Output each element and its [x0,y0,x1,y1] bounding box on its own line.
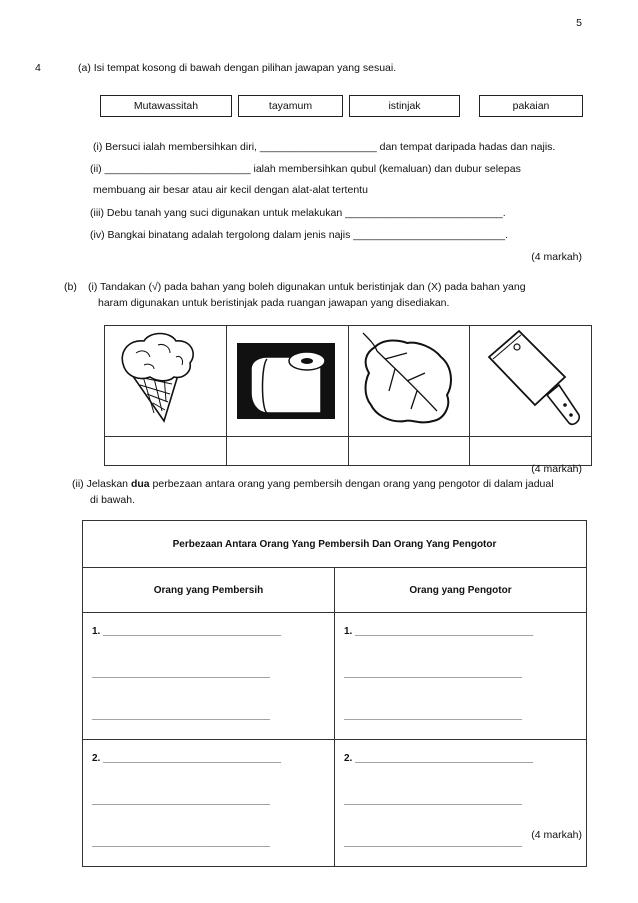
row-number: 2. [344,753,353,764]
part-b-q1-line1: (i) Tandakan (√) pada bahan yang boleh digunakan untuk beristinjak dan (X) pada bahan yang [88,281,526,293]
fill-item-text: (i) Bersuci ialah membersihkan diri, [93,141,260,153]
answer-box[interactable] [105,437,227,466]
row-number: 2. [92,753,101,764]
part-b-q2-line2: di bawah. [90,494,135,506]
part-b-q2-line1 [72,478,554,490]
part-a-marks: (4 markah) [531,251,582,263]
answer-box[interactable] [226,437,348,466]
image-cell [470,326,592,437]
answer-box[interactable] [470,437,592,466]
word-bank-option: Mutawassitah [100,95,232,117]
image-cell [226,326,348,437]
answer-cell[interactable] [83,613,335,740]
difference-table [82,520,587,867]
answer-line[interactable]: ________________________________ [355,753,534,764]
answer-line[interactable]: ________________________________ [92,795,270,806]
toilet-paper-roll-icon [233,329,341,433]
answer-cell[interactable] [83,740,335,867]
fill-item-text: . [502,207,506,219]
answer-line[interactable]: ________________________________ [92,837,270,848]
answer-line[interactable]: ________________________________ [344,837,522,848]
answer-line[interactable]: ________________________________ [92,668,270,679]
answer-line[interactable]: ________________________________ [344,710,522,721]
answer-blank[interactable]: ____________________ [259,141,377,153]
part-b-q1-marks: (4 markah) [531,463,582,475]
answer-line[interactable]: ________________________________ [103,753,282,764]
answer-blank[interactable]: ___________________________ [345,207,503,219]
fill-item-text: (iv) Bangkai binatang adalah tergolong dalam jenis najis [90,229,354,241]
answer-blank[interactable]: __________________________ [353,229,506,241]
image-answer-table [104,325,592,466]
part-b-q1-line2: haram digunakan untuk beristinjak pada ruangan jawapan yang disediakan. [98,297,450,309]
answer-cell[interactable] [335,740,587,867]
fill-item-text: (ii) [90,163,105,175]
page-number: 5 [576,17,582,29]
word-bank-option: tayamum [238,95,343,117]
part-b-q2-marks: (4 markah) [531,829,582,841]
answer-line[interactable]: ________________________________ [344,668,522,679]
table-title: Perbezaan Antara Orang Yang Pembersih Dan Orang Yang Pengotor [83,521,587,568]
image-cell [105,326,227,437]
row-number: 1. [344,626,353,637]
fill-item-text: (iii) Debu tanah yang suci digunakan untuk melakukan [90,207,346,219]
answer-line[interactable]: ________________________________ [355,626,534,637]
fill-item-2 [90,163,521,175]
fill-item-4 [90,229,508,241]
part-a-instruction: (a) Isi tempat kosong di bawah dengan pilihan jawapan yang sesuai. [78,62,397,74]
column-header-pengotor: Orang yang Pengotor [335,568,587,613]
answer-line[interactable]: ________________________________ [344,795,522,806]
q2-text: (ii) Jelaskan [72,478,131,490]
row-number: 1. [92,626,101,637]
word-bank-option: istinjak [349,95,460,117]
answer-line[interactable]: ________________________________ [103,626,282,637]
part-b-label: (b) [64,281,77,293]
q2-emphasis: dua [130,478,150,490]
answer-cell[interactable] [335,613,587,740]
question-number: 4 [35,62,41,74]
fill-item-text: ialah membersihkan qubul (kemaluan) dan dubur selepas [250,163,521,175]
fill-item-3 [90,207,506,219]
fill-item-2-continued: membuang air besar atau air kecil dengan alat-alat tertentu [93,184,368,196]
column-header-pembersih: Orang yang Pembersih [83,568,335,613]
fill-item-text: . [505,229,509,241]
word-bank-option: pakaian [479,95,583,117]
fill-item-text: dan tempat daripada hadas dan najis. [376,141,556,153]
q2-text: perbezaan antara orang yang pembersih dengan orang yang pengotor di dalam jadual [149,478,554,490]
cleaver-knife-icon [479,329,583,433]
leaf-icon [355,329,463,433]
fill-item-1 [93,141,555,153]
ice-cream-cone-icon [120,329,210,433]
answer-blank[interactable]: _________________________ [104,163,251,175]
answer-box[interactable] [348,437,470,466]
image-cell [348,326,470,437]
answer-line[interactable]: ________________________________ [92,710,270,721]
